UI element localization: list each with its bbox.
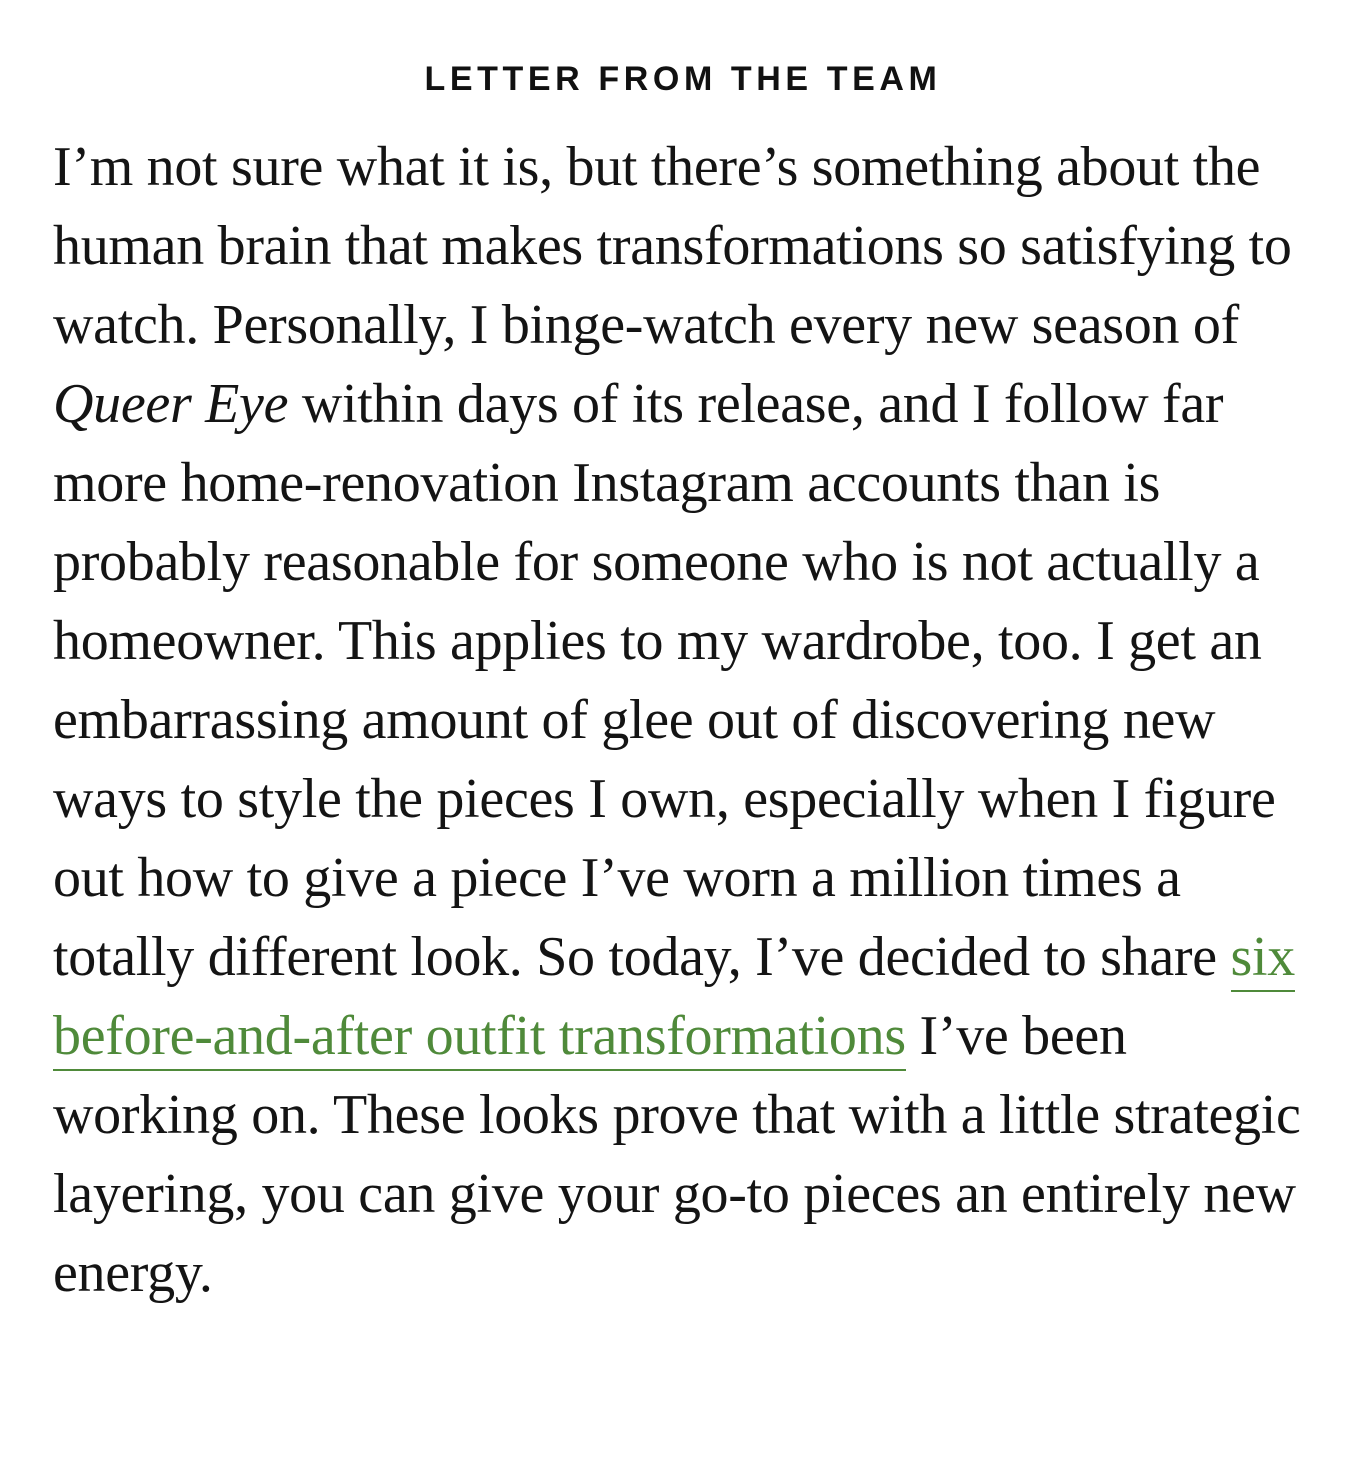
- letter-paragraph: [53, 128, 1313, 1313]
- paragraph-text-closing: I’ve been working on. These looks prove that with a little strategic layering, you can give your go-to pieces an entirely new energy.: [53, 1005, 1301, 1304]
- paragraph-text-middle: within days of its release, and I follow far more home-renovation Instagram accounts than is probably reasonable for someone who is not actually a homeowner. This applies to my wardrobe, too. I get an embarrassing amount of glee out of discovering new ways to style the pieces I own, especially when I figure out how to give a piece I’ve worn a million times a totally different look. So today, I’ve decided to share: [53, 373, 1276, 988]
- paragraph-text-intro: I’m not sure what it is, but there’s something about the human brain that makes transformations so satisfying to watch. Personally, I binge-watch every new season of: [53, 136, 1292, 356]
- show-title: Queer Eye: [53, 373, 289, 435]
- section-label: LETTER FROM THE TEAM: [424, 60, 942, 98]
- outfit-transformations-link[interactable]: six before-and-after outfit transformations: [53, 926, 1295, 1071]
